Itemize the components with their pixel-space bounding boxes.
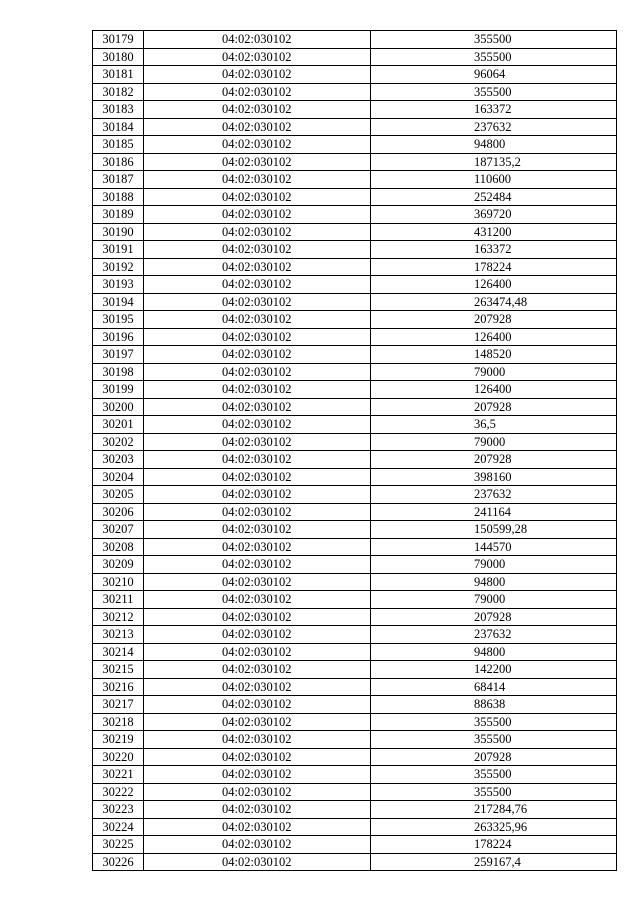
code-cell: 04:02:030102 xyxy=(144,661,371,679)
row-number-cell: 30198 xyxy=(93,363,144,381)
table-row xyxy=(93,713,617,731)
code-cell: 04:02:030102 xyxy=(144,311,371,329)
row-number-cell: 30179 xyxy=(93,31,144,49)
table-row xyxy=(93,206,617,224)
row-number-cell: 30222 xyxy=(93,783,144,801)
table-row xyxy=(93,468,617,486)
code-cell: 04:02:030102 xyxy=(144,836,371,854)
row-number-cell: 30186 xyxy=(93,153,144,171)
amount-cell: 398160 xyxy=(371,468,617,486)
table-row xyxy=(93,258,617,276)
table-row xyxy=(93,556,617,574)
row-number-cell: 30210 xyxy=(93,573,144,591)
amount-cell: 110600 xyxy=(371,171,617,189)
row-number-cell: 30220 xyxy=(93,748,144,766)
code-cell: 04:02:030102 xyxy=(144,206,371,224)
code-cell: 04:02:030102 xyxy=(144,171,371,189)
row-number-cell: 30212 xyxy=(93,608,144,626)
table-row xyxy=(93,101,617,119)
row-number-cell: 30206 xyxy=(93,503,144,521)
code-cell: 04:02:030102 xyxy=(144,818,371,836)
row-number-cell: 30218 xyxy=(93,713,144,731)
row-number-cell: 30205 xyxy=(93,486,144,504)
code-cell: 04:02:030102 xyxy=(144,136,371,154)
row-number-cell: 30189 xyxy=(93,206,144,224)
row-number-cell: 30217 xyxy=(93,696,144,714)
amount-cell: 369720 xyxy=(371,206,617,224)
amount-cell: 79000 xyxy=(371,433,617,451)
table-row xyxy=(93,818,617,836)
row-number-cell: 30219 xyxy=(93,731,144,749)
table-row xyxy=(93,223,617,241)
row-number-cell: 30185 xyxy=(93,136,144,154)
code-cell: 04:02:030102 xyxy=(144,538,371,556)
amount-cell: 207928 xyxy=(371,608,617,626)
code-cell: 04:02:030102 xyxy=(144,83,371,101)
code-cell: 04:02:030102 xyxy=(144,433,371,451)
code-cell: 04:02:030102 xyxy=(144,188,371,206)
amount-cell: 94800 xyxy=(371,573,617,591)
code-cell: 04:02:030102 xyxy=(144,363,371,381)
amount-cell: 142200 xyxy=(371,661,617,679)
amount-cell: 126400 xyxy=(371,381,617,399)
amount-cell: 178224 xyxy=(371,258,617,276)
code-cell: 04:02:030102 xyxy=(144,381,371,399)
code-cell: 04:02:030102 xyxy=(144,223,371,241)
table-row xyxy=(93,801,617,819)
code-cell: 04:02:030102 xyxy=(144,346,371,364)
table-row xyxy=(93,643,617,661)
amount-cell: 431200 xyxy=(371,223,617,241)
amount-cell: 163372 xyxy=(371,241,617,259)
amount-cell: 207928 xyxy=(371,398,617,416)
table-row xyxy=(93,766,617,784)
code-cell: 04:02:030102 xyxy=(144,153,371,171)
table-row xyxy=(93,416,617,434)
table-row xyxy=(93,626,617,644)
amount-cell: 94800 xyxy=(371,643,617,661)
row-number-cell: 30190 xyxy=(93,223,144,241)
amount-cell: 79000 xyxy=(371,363,617,381)
table-row xyxy=(93,451,617,469)
amount-cell: 237632 xyxy=(371,486,617,504)
table-row xyxy=(93,696,617,714)
table-row xyxy=(93,398,617,416)
code-cell: 04:02:030102 xyxy=(144,486,371,504)
table-row xyxy=(93,783,617,801)
code-cell: 04:02:030102 xyxy=(144,521,371,539)
code-cell: 04:02:030102 xyxy=(144,241,371,259)
table-row xyxy=(93,311,617,329)
row-number-cell: 30197 xyxy=(93,346,144,364)
code-cell: 04:02:030102 xyxy=(144,643,371,661)
code-cell: 04:02:030102 xyxy=(144,573,371,591)
table-row xyxy=(93,188,617,206)
table-row xyxy=(93,293,617,311)
table-row xyxy=(93,153,617,171)
code-cell: 04:02:030102 xyxy=(144,766,371,784)
table-row xyxy=(93,486,617,504)
amount-cell: 237632 xyxy=(371,626,617,644)
table-row xyxy=(93,66,617,84)
code-cell: 04:02:030102 xyxy=(144,416,371,434)
row-number-cell: 30184 xyxy=(93,118,144,136)
row-number-cell: 30214 xyxy=(93,643,144,661)
row-number-cell: 30208 xyxy=(93,538,144,556)
code-cell: 04:02:030102 xyxy=(144,591,371,609)
code-cell: 04:02:030102 xyxy=(144,696,371,714)
table-row xyxy=(93,346,617,364)
row-number-cell: 30211 xyxy=(93,591,144,609)
amount-cell: 148520 xyxy=(371,346,617,364)
code-cell: 04:02:030102 xyxy=(144,328,371,346)
row-number-cell: 30224 xyxy=(93,818,144,836)
amount-cell: 207928 xyxy=(371,748,617,766)
amount-cell: 150599,28 xyxy=(371,521,617,539)
amount-cell: 355500 xyxy=(371,48,617,66)
table-row xyxy=(93,433,617,451)
amount-cell: 217284,76 xyxy=(371,801,617,819)
amount-cell: 355500 xyxy=(371,713,617,731)
table-row xyxy=(93,573,617,591)
amount-cell: 96064 xyxy=(371,66,617,84)
code-cell: 04:02:030102 xyxy=(144,731,371,749)
row-number-cell: 30182 xyxy=(93,83,144,101)
code-cell: 04:02:030102 xyxy=(144,783,371,801)
amount-cell: 79000 xyxy=(371,556,617,574)
amount-cell: 252484 xyxy=(371,188,617,206)
table-row xyxy=(93,241,617,259)
code-cell: 04:02:030102 xyxy=(144,66,371,84)
code-cell: 04:02:030102 xyxy=(144,713,371,731)
row-number-cell: 30196 xyxy=(93,328,144,346)
data-table xyxy=(92,30,617,871)
code-cell: 04:02:030102 xyxy=(144,503,371,521)
table-row xyxy=(93,731,617,749)
amount-cell: 88638 xyxy=(371,696,617,714)
table-row xyxy=(93,136,617,154)
table-row xyxy=(93,538,617,556)
row-number-cell: 30201 xyxy=(93,416,144,434)
amount-cell: 79000 xyxy=(371,591,617,609)
code-cell: 04:02:030102 xyxy=(144,556,371,574)
table-row xyxy=(93,503,617,521)
code-cell: 04:02:030102 xyxy=(144,853,371,871)
table-row xyxy=(93,608,617,626)
amount-cell: 126400 xyxy=(371,328,617,346)
row-number-cell: 30223 xyxy=(93,801,144,819)
table-row xyxy=(93,171,617,189)
amount-cell: 259167,4 xyxy=(371,853,617,871)
table-row xyxy=(93,748,617,766)
row-number-cell: 30202 xyxy=(93,433,144,451)
amount-cell: 144570 xyxy=(371,538,617,556)
code-cell: 04:02:030102 xyxy=(144,678,371,696)
code-cell: 04:02:030102 xyxy=(144,31,371,49)
code-cell: 04:02:030102 xyxy=(144,398,371,416)
code-cell: 04:02:030102 xyxy=(144,468,371,486)
row-number-cell: 30216 xyxy=(93,678,144,696)
code-cell: 04:02:030102 xyxy=(144,293,371,311)
row-number-cell: 30194 xyxy=(93,293,144,311)
table-row xyxy=(93,276,617,294)
code-cell: 04:02:030102 xyxy=(144,748,371,766)
table-row xyxy=(93,853,617,871)
table-row xyxy=(93,118,617,136)
row-number-cell: 30226 xyxy=(93,853,144,871)
amount-cell: 355500 xyxy=(371,766,617,784)
table-row xyxy=(93,591,617,609)
table-row xyxy=(93,83,617,101)
amount-cell: 355500 xyxy=(371,783,617,801)
row-number-cell: 30188 xyxy=(93,188,144,206)
row-number-cell: 30203 xyxy=(93,451,144,469)
code-cell: 04:02:030102 xyxy=(144,801,371,819)
code-cell: 04:02:030102 xyxy=(144,451,371,469)
row-number-cell: 30225 xyxy=(93,836,144,854)
table-row xyxy=(93,661,617,679)
row-number-cell: 30183 xyxy=(93,101,144,119)
table-row xyxy=(93,31,617,49)
row-number-cell: 30191 xyxy=(93,241,144,259)
amount-cell: 241164 xyxy=(371,503,617,521)
row-number-cell: 30181 xyxy=(93,66,144,84)
table-row xyxy=(93,363,617,381)
row-number-cell: 30204 xyxy=(93,468,144,486)
table-row xyxy=(93,328,617,346)
row-number-cell: 30215 xyxy=(93,661,144,679)
amount-cell: 263474,48 xyxy=(371,293,617,311)
amount-cell: 263325,96 xyxy=(371,818,617,836)
code-cell: 04:02:030102 xyxy=(144,276,371,294)
code-cell: 04:02:030102 xyxy=(144,626,371,644)
amount-cell: 36,5 xyxy=(371,416,617,434)
code-cell: 04:02:030102 xyxy=(144,118,371,136)
code-cell: 04:02:030102 xyxy=(144,258,371,276)
row-number-cell: 30187 xyxy=(93,171,144,189)
code-cell: 04:02:030102 xyxy=(144,48,371,66)
table-body xyxy=(93,31,617,871)
table-row xyxy=(93,381,617,399)
amount-cell: 126400 xyxy=(371,276,617,294)
amount-cell: 237632 xyxy=(371,118,617,136)
amount-cell: 68414 xyxy=(371,678,617,696)
table-row xyxy=(93,48,617,66)
table-row xyxy=(93,836,617,854)
row-number-cell: 30192 xyxy=(93,258,144,276)
amount-cell: 355500 xyxy=(371,731,617,749)
amount-cell: 178224 xyxy=(371,836,617,854)
amount-cell: 355500 xyxy=(371,83,617,101)
row-number-cell: 30193 xyxy=(93,276,144,294)
row-number-cell: 30213 xyxy=(93,626,144,644)
table-row xyxy=(93,678,617,696)
row-number-cell: 30207 xyxy=(93,521,144,539)
table-row xyxy=(93,521,617,539)
row-number-cell: 30221 xyxy=(93,766,144,784)
row-number-cell: 30199 xyxy=(93,381,144,399)
amount-cell: 187135,2 xyxy=(371,153,617,171)
row-number-cell: 30200 xyxy=(93,398,144,416)
amount-cell: 163372 xyxy=(371,101,617,119)
row-number-cell: 30195 xyxy=(93,311,144,329)
row-number-cell: 30180 xyxy=(93,48,144,66)
code-cell: 04:02:030102 xyxy=(144,101,371,119)
amount-cell: 207928 xyxy=(371,451,617,469)
amount-cell: 207928 xyxy=(371,311,617,329)
code-cell: 04:02:030102 xyxy=(144,608,371,626)
amount-cell: 355500 xyxy=(371,31,617,49)
amount-cell: 94800 xyxy=(371,136,617,154)
row-number-cell: 30209 xyxy=(93,556,144,574)
